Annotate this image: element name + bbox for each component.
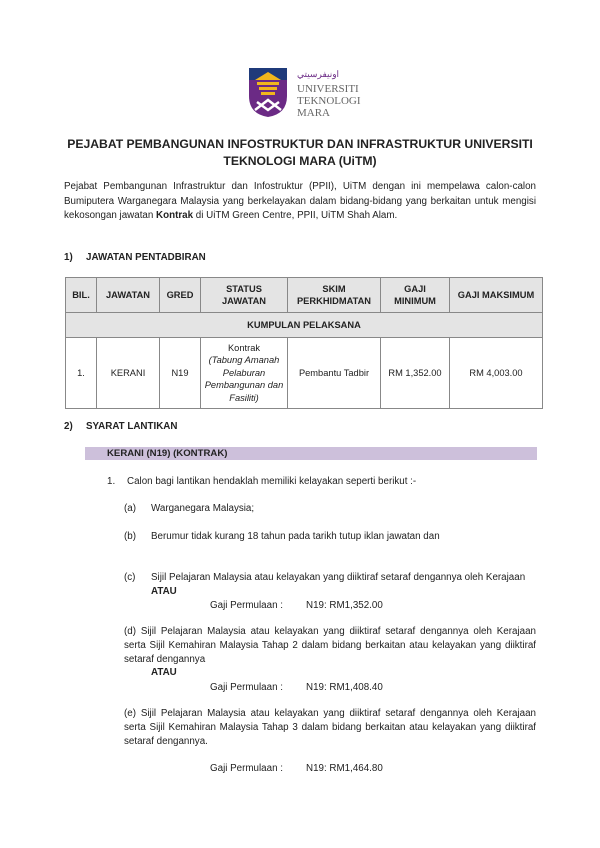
- section-number: 1): [64, 252, 73, 263]
- section-title: JAWATAN PENTADBIRAN: [86, 252, 206, 263]
- col-gred: GRED: [160, 278, 201, 313]
- section-title: SYARAT LANTIKAN: [86, 421, 178, 432]
- svg-text:TEKNOLOGI: TEKNOLOGI: [297, 95, 361, 107]
- salary-label: Gaji Permulaan :: [210, 600, 283, 611]
- intro-bold: Kontrak: [156, 210, 194, 221]
- uitm-logo: [247, 66, 372, 118]
- section-1-heading: [64, 252, 206, 263]
- col-jawatan: JAWATAN: [97, 278, 160, 313]
- sub-item-text: Sijil Pelajaran Malaysia atau kelayakan yang diiktiraf setaraf dengannya oleh Kerajaan serta Sijil Kemahiran Malaysia Tahap 2 dalam bidang berkaitan atau kelayakan yang diiktiraf setaraf dengannya: [124, 626, 536, 665]
- item-number: 1.: [107, 476, 116, 487]
- col-bil: BIL.: [66, 278, 97, 313]
- sub-item-number: (d): [124, 626, 136, 637]
- salary-value: N19: RM1,408.40: [306, 682, 383, 693]
- cell-gaji-min: RM 1,352.00: [381, 338, 450, 409]
- salary-label: Gaji Permulaan :: [210, 763, 283, 774]
- status-note: (Tabung Amanah Pelaburan Pembangunan dan Fasiliti): [204, 355, 284, 403]
- item-text: Calon bagi lantikan hendaklah memiliki kelayakan seperti berikut :-: [127, 476, 417, 487]
- vacancy-table: [65, 277, 543, 409]
- table-row: [66, 338, 543, 409]
- section-number: 2): [64, 421, 73, 432]
- page-title: PEJABAT PEMBANGUNAN INFOSTRUKTUR DAN INFRASTRUKTUR UNIVERSITI TEKNOLOGI MARA (UiTM): [67, 137, 533, 168]
- intro-text-end: di UiTM Green Centre, PPII, UiTM Shah Alam.: [193, 210, 398, 221]
- sub-item-d: [124, 625, 536, 667]
- group-row: KUMPULAN PELAKSANA: [66, 313, 543, 338]
- intro-text: Pejabat Pembangunan Infrastruktur dan Infostruktur (PPII), UiTM dengan ini mempelawa calon-calon Bumiputera Warganegara Malaysia yang berkelayakan dalam bidang-bidang yang berkaitan untuk mengisi kekosongan jawatan: [64, 181, 536, 221]
- cell-skim: Pembantu Tadbir: [288, 338, 381, 409]
- sub-item-text: Berumur tidak kurang 18 tahun pada tarikh tutup iklan jawatan dan: [151, 531, 440, 542]
- sub-item-number: (c): [124, 572, 136, 583]
- sub-item-text: Warganegara Malaysia;: [151, 503, 255, 514]
- col-gaji-max: GAJI MAKSIMUM: [450, 278, 543, 313]
- cell-jawatan: KERANI: [97, 338, 160, 409]
- sub-item-e: [124, 707, 536, 749]
- atau-label: ATAU: [151, 586, 177, 597]
- col-gaji-min: GAJI MINIMUM: [381, 278, 450, 313]
- sub-item-number: (b): [124, 531, 136, 542]
- cell-bil: 1.: [66, 338, 97, 409]
- cell-status: [201, 338, 288, 409]
- status-text: Kontrak: [227, 342, 261, 353]
- col-status: STATUS JAWATAN: [201, 278, 288, 313]
- intro-paragraph: [64, 180, 536, 224]
- cell-gred: N19: [160, 338, 201, 409]
- salary-label: Gaji Permulaan :: [210, 682, 283, 693]
- salary-value: N19: RM1,352.00: [306, 600, 383, 611]
- cell-gaji-max: RM 4,003.00: [450, 338, 543, 409]
- table-header-row: [66, 278, 543, 313]
- sub-item-number: (e): [124, 708, 136, 719]
- svg-text:ﺍﻭﻧﻴﻔﺮﺳﻴﺘﻲ: ﺍﻭﻧﻴﻔﺮﺳﻴﺘﻲ: [297, 70, 340, 80]
- svg-text:MARA: MARA: [297, 107, 331, 118]
- sub-item-number: (a): [124, 503, 136, 514]
- salary-value: N19: RM1,464.80: [306, 763, 383, 774]
- sub-item-text: Sijil Pelajaran Malaysia atau kelayakan yang diiktiraf setaraf dengannya oleh Kerajaan: [151, 572, 526, 583]
- svg-text:UNIVERSITI: UNIVERSITI: [297, 83, 359, 95]
- atau-label: ATAU: [151, 667, 177, 678]
- section-2-heading: [64, 421, 177, 432]
- position-bar: KERANI (N19) (KONTRAK): [85, 447, 537, 460]
- sub-item-text: Sijil Pelajaran Malaysia atau kelayakan yang diiktiraf setaraf dengannya oleh Kerajaan serta Sijil Kemahiran Malaysia Tahap 3 dalam bidang berkaitan atau kelayakan yang diiktiraf setaraf dengannya.: [124, 708, 536, 747]
- col-skim: SKIM PERKHIDMATAN: [288, 278, 381, 313]
